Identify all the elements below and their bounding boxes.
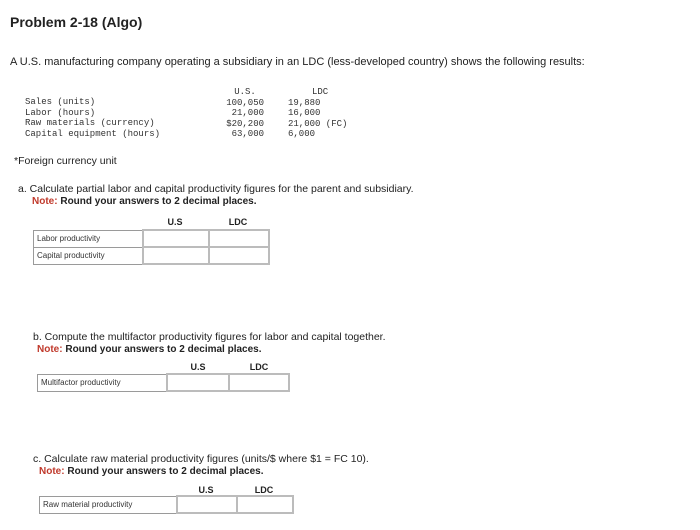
part-b-question: b. Compute the multifactor productivity figures for labor and capital together. <box>33 331 386 343</box>
note-prefix: Note: <box>32 196 61 207</box>
note-text: Round your answers to 2 decimal places. <box>65 344 262 355</box>
answer-cell[interactable] <box>229 374 289 391</box>
part-c-question: c. Calculate raw material productivity figures (units/$ where $1 = FC 10). <box>33 453 369 465</box>
data-row-label: Raw materials (currency) <box>25 118 155 128</box>
part-c-answer-table <box>39 495 294 514</box>
part-b-note <box>37 344 262 355</box>
part-a-answer-table <box>33 229 270 265</box>
data-row-label: Labor (hours) <box>25 107 96 118</box>
labor-productivity-ldc-input[interactable] <box>210 232 268 245</box>
note-prefix: Note: <box>39 466 68 477</box>
row-label: Multifactor productivity <box>38 374 168 391</box>
capital-productivity-ldc-input[interactable] <box>210 249 268 262</box>
data-column-header: U.S. <box>234 87 256 97</box>
data-cell: $20,200 <box>226 118 264 129</box>
multifactor-productivity-us-input[interactable] <box>168 376 228 389</box>
note-text: Round your answers to 2 decimal places. <box>60 196 257 207</box>
data-cell: 19,880 <box>288 97 321 108</box>
part-c-note <box>39 466 264 477</box>
data-column-us <box>212 87 264 140</box>
answer-cell[interactable] <box>209 230 269 247</box>
part-a-note <box>32 196 257 207</box>
data-row-labels <box>25 97 160 139</box>
data-row-label: Sales (units) <box>25 97 96 107</box>
raw-material-productivity-us-input[interactable] <box>178 498 236 511</box>
raw-material-productivity-ldc-input[interactable] <box>238 498 292 511</box>
part-a-col-us: U.S <box>167 217 183 227</box>
answer-cell[interactable] <box>143 247 209 264</box>
footnote: *Foreign currency unit <box>14 155 117 167</box>
part-c-col-us: U.S <box>198 485 214 495</box>
table-row <box>34 247 270 264</box>
labor-productivity-us-input[interactable] <box>144 232 208 245</box>
part-b-answer-table <box>37 373 290 392</box>
note-prefix: Note: <box>37 344 66 355</box>
note-text: Round your answers to 2 decimal places. <box>67 466 264 477</box>
part-c-col-ldc: LDC <box>254 485 274 495</box>
table-row <box>34 230 270 247</box>
part-a-col-ldc: LDC <box>228 217 248 227</box>
page-title: Problem 2-18 (Algo) <box>10 14 143 30</box>
data-cell: 16,000 <box>288 108 321 118</box>
data-column-header: LDC <box>312 87 329 97</box>
capital-productivity-us-input[interactable] <box>144 249 208 262</box>
problem-intro: A U.S. manufacturing company operating a subsidiary in an LDC (less-developed country) shows the following results: <box>10 56 585 68</box>
answer-cell[interactable] <box>209 247 269 264</box>
table-row <box>38 374 290 391</box>
row-label: Raw material productivity <box>40 496 178 513</box>
data-cell: 21,000 (FC) <box>288 118 348 129</box>
answer-cell[interactable] <box>237 496 293 513</box>
row-label: Capital productivity <box>34 247 144 264</box>
row-label: Labor productivity <box>34 230 144 247</box>
part-b-col-us: U.S <box>190 362 206 372</box>
data-column-ldc <box>288 87 348 140</box>
part-a-question: a. Calculate partial labor and capital productivity figures for the parent and subsidiary. <box>18 183 414 195</box>
part-b-col-ldc: LDC <box>249 362 269 372</box>
data-cell: 6,000 <box>288 129 316 139</box>
table-row <box>40 496 294 513</box>
data-cell: 63,000 <box>231 129 264 139</box>
answer-cell[interactable] <box>143 230 209 247</box>
answer-cell[interactable] <box>177 496 237 513</box>
multifactor-productivity-ldc-input[interactable] <box>230 376 288 389</box>
answer-cell[interactable] <box>167 374 229 391</box>
data-row-label: Capital equipment (hours) <box>25 128 161 139</box>
data-cell: 21,000 <box>231 108 264 118</box>
data-cell: 100,050 <box>226 97 264 108</box>
